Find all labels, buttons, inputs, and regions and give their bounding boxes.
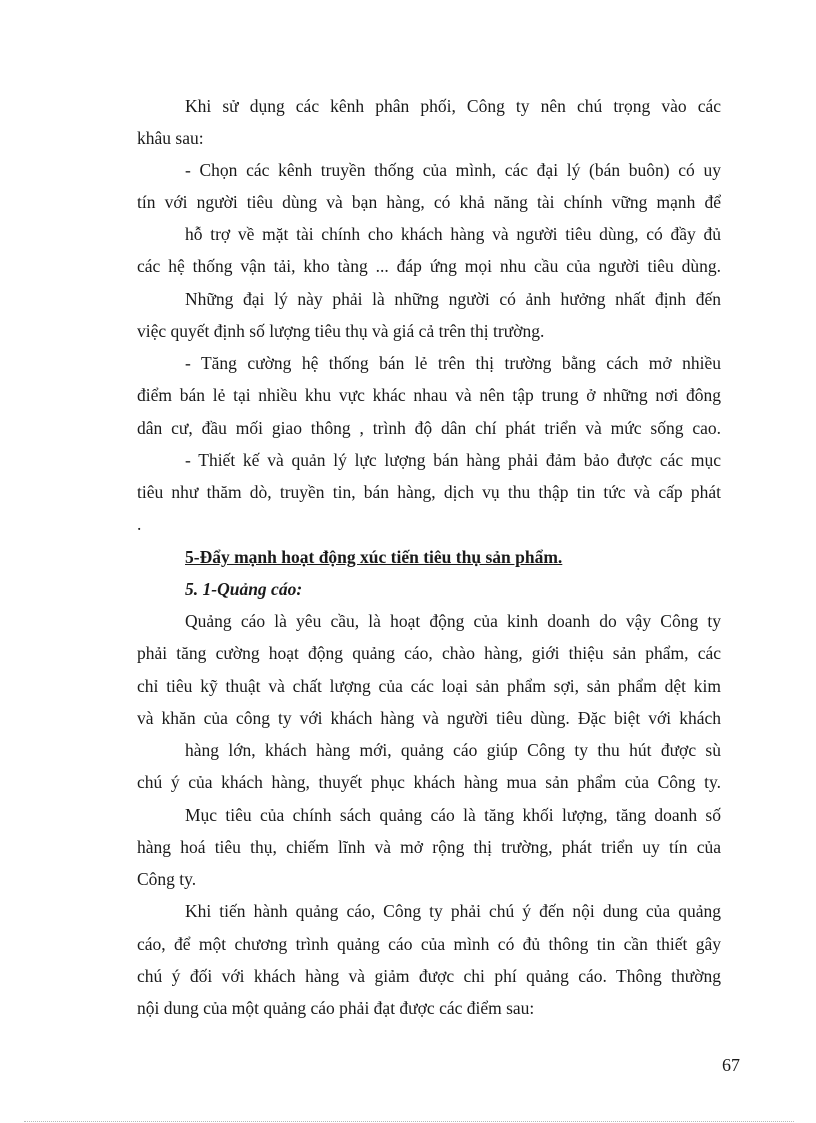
paragraph-line: phải tăng cường hoạt động quảng cáo, chào hàng, giới thiệu sản phẩm, các (137, 643, 721, 663)
paragraph-line: - Tăng cường hệ thống bán lẻ trên thị trường bằng cách mở nhiều (185, 353, 721, 373)
paragraph-line: - Thiết kế và quản lý lực lượng bán hàng phải đảm bảo được các mục (185, 450, 721, 470)
paragraph-line: Khi sử dụng các kênh phân phối, Công ty nên chú trọng vào các (185, 96, 721, 116)
paragraph-line: cáo, để một chương trình quảng cáo của mình có đủ thông tin cần thiết gây (137, 934, 721, 954)
paragraph-line: dân cư, đầu mối giao thông , trình độ dân chí phát triển và mức sống cao. (137, 418, 721, 438)
paragraph-line: Khi tiến hành quảng cáo, Công ty phải chú ý đến nội dung của quảng (185, 901, 721, 921)
paragraph-line: và khăn của công ty với khách hàng và người tiêu dùng. Đặc biệt với khách (137, 708, 721, 728)
paragraph-line: hàng hoá tiêu thụ, chiếm lĩnh và mở rộng thị trường, phát triển uy tín của (137, 837, 721, 857)
paragraph-line: chú ý đối với khách hàng và giảm được chi phí quảng cáo. Thông thường (137, 966, 721, 986)
paragraph-line: - Chọn các kênh truyền thống của mình, các đại lý (bán buôn) có uy (185, 160, 721, 180)
paragraph-line: Công ty. (137, 869, 197, 889)
paragraph-line: khâu sau: (137, 128, 204, 148)
paragraph-line: hàng lớn, khách hàng mới, quảng cáo giúp Công ty thu hút được sù (185, 740, 721, 760)
page-bottom-divider (24, 1121, 794, 1122)
paragraph-line: chỉ tiêu kỹ thuật và chất lượng của các loại sản phẩm sợi, sản phẩm dệt kim (137, 676, 721, 696)
paragraph-line: các hệ thống vận tải, kho tàng ... đáp ứng mọi nhu cầu của người tiêu dùng. (137, 256, 721, 276)
paragraph-line: Những đại lý này phải là những người có ảnh hưởng nhất định đến (185, 289, 721, 309)
paragraph-line: việc quyết định số lượng tiêu thụ và giá cả trên thị trường. (137, 321, 545, 341)
page-number: 67 (722, 1055, 740, 1075)
paragraph-line: tiêu như thăm dò, truyền tin, bán hàng, dịch vụ thu thập tin tức và cấp phát (137, 482, 721, 502)
subsection-heading: 5. 1-Quảng cáo: (185, 579, 303, 599)
paragraph-line: hỗ trợ về mặt tài chính cho khách hàng và người tiêu dùng, có đầy đủ (185, 224, 721, 244)
paragraph-line: tín với người tiêu dùng và bạn hàng, có khả năng tài chính vững mạnh để (137, 192, 721, 212)
paragraph-line: nội dung của một quảng cáo phải đạt được các điểm sau: (137, 998, 535, 1018)
section-heading: 5-Đẩy mạnh hoạt động xúc tiến tiêu thụ sản phẩm. (185, 547, 563, 567)
paragraph-line: điểm bán lẻ tại nhiều khu vực khác nhau và nên tập trung ở những nơi đông (137, 385, 721, 405)
paragraph-line: . (137, 514, 142, 534)
paragraph-line: Mục tiêu của chính sách quảng cáo là tăng khối lượng, tăng doanh số (185, 805, 721, 825)
paragraph-line: chú ý của khách hàng, thuyết phục khách hàng mua sản phẩm của Công ty. (137, 772, 721, 792)
paragraph-line: Quảng cáo là yêu cầu, là hoạt động của kinh doanh do vậy Công ty (185, 611, 721, 631)
